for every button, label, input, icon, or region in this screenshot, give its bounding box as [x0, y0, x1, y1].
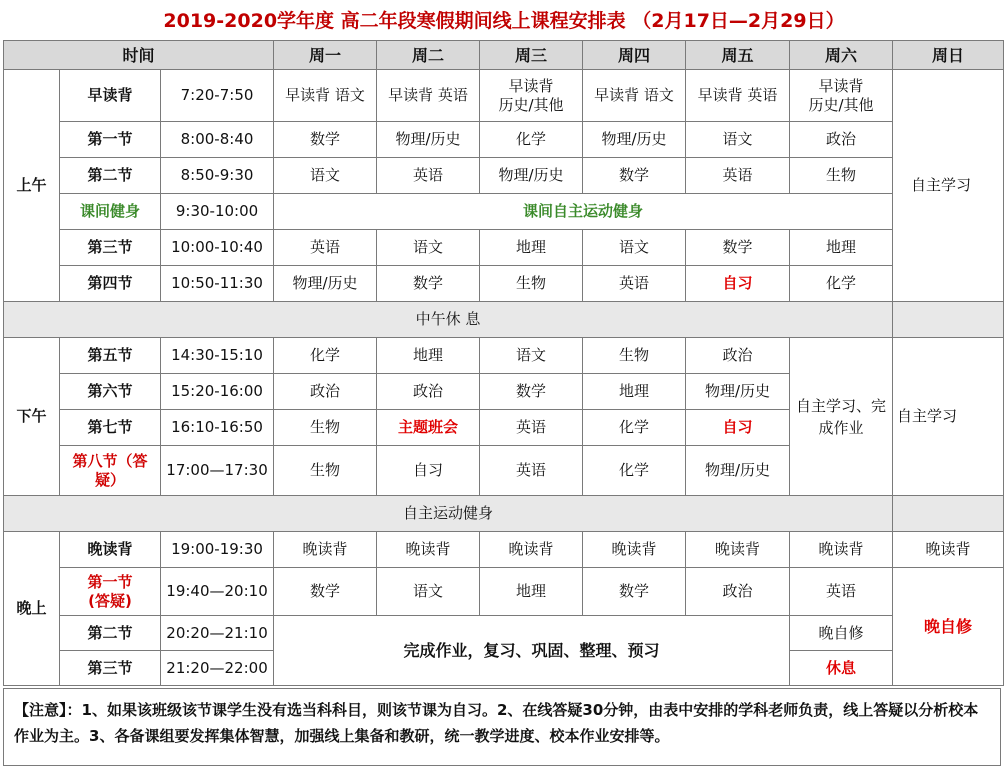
- course-cell: 化学: [583, 446, 686, 496]
- period-label: 第二节: [60, 616, 161, 651]
- course-cell: 生物: [583, 338, 686, 374]
- period-label: 第七节: [60, 410, 161, 446]
- sunday-afternoon-cell: 自主学习: [893, 338, 1004, 496]
- pm-break-sunday: [893, 496, 1004, 532]
- course-cell: 晚读背: [686, 532, 790, 568]
- header-day: 周一: [274, 41, 377, 70]
- table-row: [4, 568, 1004, 616]
- period-label: 第三节: [60, 230, 161, 266]
- table-row: [4, 496, 1004, 532]
- course-cell: 数学: [583, 158, 686, 194]
- course-cell: 休息: [790, 651, 893, 686]
- course-cell: 化学: [583, 410, 686, 446]
- header-day: 周六: [790, 41, 893, 70]
- table-row: [4, 70, 1004, 122]
- period-label: 课间健身: [60, 194, 161, 230]
- table-row: [4, 616, 1004, 651]
- period-time: 15:20-16:00: [161, 374, 274, 410]
- period-label-text: 第一节 (答疑): [87, 572, 133, 610]
- table-row: [4, 302, 1004, 338]
- period-time: 9:30-10:00: [161, 194, 274, 230]
- course-cell: 主题班会: [377, 410, 480, 446]
- course-cell: 英语: [686, 158, 790, 194]
- period-label: 早读背: [60, 70, 161, 122]
- course-cell: 英语: [377, 158, 480, 194]
- course-cell: 语文: [686, 122, 790, 158]
- period-label: 第五节: [60, 338, 161, 374]
- period-label: 第三节: [60, 651, 161, 686]
- course-cell: 英语: [790, 568, 893, 616]
- course-cell: 语文: [377, 230, 480, 266]
- notes-box: 【注意】：1、如果该班级该节课学生没有选当科科目，则该节课为自习。2、在线答疑30分钟，由表中安排的学科老师负责，线上答疑以分析校本作业为主。3、各备课组要发挥集体智慧，加强线上集备和教研，统一教学进度、校本作业安排等。: [3, 688, 1001, 766]
- page-title: 2019-2020学年度 高二年段寒假期间线上课程安排表 （2月17日—2月29日）: [163, 10, 845, 32]
- course-cell: 化学: [790, 266, 893, 302]
- period-time: 14:30-15:10: [161, 338, 274, 374]
- schedule-table: [3, 40, 1004, 686]
- course-cell: 自习: [377, 446, 480, 496]
- course-cell: 物理/历史: [377, 122, 480, 158]
- course-cell: 化学: [274, 338, 377, 374]
- course-cell: 自习: [686, 410, 790, 446]
- header-day: 周日: [893, 41, 1004, 70]
- course-cell: 生物: [274, 410, 377, 446]
- course-cell: 晚读背: [274, 532, 377, 568]
- course-cell: 英语: [583, 266, 686, 302]
- course-cell: 生物: [480, 266, 583, 302]
- period-time: 20:20—21:10: [161, 616, 274, 651]
- course-cell: 晚读背: [893, 532, 1004, 568]
- course-cell: 早读背 英语: [686, 70, 790, 122]
- course-line: 早读背 历史/其他: [498, 76, 564, 114]
- course-cell: 自习: [686, 266, 790, 302]
- header-day: 周五: [686, 41, 790, 70]
- header-day: 周二: [377, 41, 480, 70]
- course-cell: 数学: [274, 122, 377, 158]
- course-cell: 地理: [377, 338, 480, 374]
- course-cell: 英语: [480, 446, 583, 496]
- period-time: 10:50-11:30: [161, 266, 274, 302]
- course-cell: 晚读背: [480, 532, 583, 568]
- course-cell: 地理: [790, 230, 893, 266]
- course-cell: 晚读背: [583, 532, 686, 568]
- course-cell: 化学: [480, 122, 583, 158]
- course-cell: 生物: [790, 158, 893, 194]
- period-time: 7:20-7:50: [161, 70, 274, 122]
- course-cell: 政治: [686, 338, 790, 374]
- course-cell: 数学: [686, 230, 790, 266]
- course-line: 早读背 历史/其他: [808, 76, 874, 114]
- course-cell: 地理: [480, 230, 583, 266]
- course-cell: 早读背 语文: [274, 70, 377, 122]
- course-cell: 早读背 英语: [377, 70, 480, 122]
- noon-break-sunday: [893, 302, 1004, 338]
- course-cell: 地理: [480, 568, 583, 616]
- course-cell: 政治: [686, 568, 790, 616]
- segment-afternoon: 下午: [4, 338, 60, 496]
- sunday-evening-cell: 晚自修: [893, 568, 1004, 686]
- table-row: [4, 338, 1004, 374]
- sunday-morning-cell: 自主学习: [893, 70, 1004, 302]
- course-cell: 语文: [377, 568, 480, 616]
- course-cell: 数学: [480, 374, 583, 410]
- period-time: 21:20—22:00: [161, 651, 274, 686]
- course-cell: 晚读背: [377, 532, 480, 568]
- course-cell: 物理/历史: [686, 374, 790, 410]
- course-cell: 政治: [377, 374, 480, 410]
- period-time: 10:00-10:40: [161, 230, 274, 266]
- period-label: 第六节: [60, 374, 161, 410]
- table-row: [4, 122, 1004, 158]
- course-cell: 数学: [274, 568, 377, 616]
- period-time: 17:00—17:30: [161, 446, 274, 496]
- course-cell: 英语: [480, 410, 583, 446]
- header-time: 时间: [4, 41, 274, 70]
- period-label: [60, 568, 161, 616]
- course-cell: 物理/历史: [686, 446, 790, 496]
- course-cell: 生物: [274, 446, 377, 496]
- period-time: 19:40—20:10: [161, 568, 274, 616]
- table-row: [4, 532, 1004, 568]
- period-label: 第一节: [60, 122, 161, 158]
- course-cell: 物理/历史: [480, 158, 583, 194]
- course-cell: 晚自修: [790, 616, 893, 651]
- header-day: 周三: [480, 41, 583, 70]
- period-label: 第八节（答疑）: [60, 446, 161, 496]
- exercise-break-cell: 课间自主运动健身: [274, 194, 893, 230]
- table-row: [4, 266, 1004, 302]
- saturday-afternoon-cell: 自主学习、完成作业: [790, 338, 893, 496]
- period-time: 8:50-9:30: [161, 158, 274, 194]
- course-cell: 物理/历史: [583, 122, 686, 158]
- course-cell: 政治: [790, 122, 893, 158]
- period-label: 第四节: [60, 266, 161, 302]
- period-time: 8:00-8:40: [161, 122, 274, 158]
- course-cell: 语文: [480, 338, 583, 374]
- header-day: 周四: [583, 41, 686, 70]
- segment-morning: 上午: [4, 70, 60, 302]
- course-cell: [790, 70, 893, 122]
- course-cell: 早读背 语文: [583, 70, 686, 122]
- course-cell: 数学: [583, 568, 686, 616]
- evening-homework-cell: 完成作业，复习、巩固、整理、预习: [274, 616, 790, 686]
- course-cell: 晚读背: [790, 532, 893, 568]
- table-row: [4, 158, 1004, 194]
- noon-break-row: 中午休 息: [4, 302, 893, 338]
- period-time: 16:10-16:50: [161, 410, 274, 446]
- segment-evening: 晚上: [4, 532, 60, 686]
- course-cell: 物理/历史: [274, 266, 377, 302]
- table-row: [4, 230, 1004, 266]
- course-cell: [480, 70, 583, 122]
- period-time: 19:00-19:30: [161, 532, 274, 568]
- table-row: [4, 194, 1004, 230]
- course-cell: 数学: [377, 266, 480, 302]
- header-row: [4, 41, 1004, 70]
- course-cell: 政治: [274, 374, 377, 410]
- course-cell: 英语: [274, 230, 377, 266]
- pm-break-row: 自主运动健身: [4, 496, 893, 532]
- period-label: 晚读背: [60, 532, 161, 568]
- course-cell: 语文: [274, 158, 377, 194]
- course-cell: 地理: [583, 374, 686, 410]
- period-label: 第二节: [60, 158, 161, 194]
- course-cell: 语文: [583, 230, 686, 266]
